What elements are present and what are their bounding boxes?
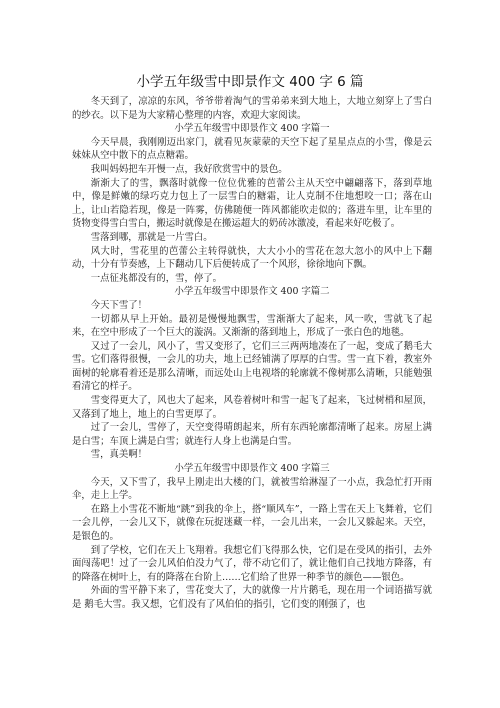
section-heading: 小学五年级雪中即景作文 400 字篇二 (174, 286, 330, 298)
paragraph: 一切都从早上开始。最初是慢慢地飘雪，雪渐渐大了起来，风一吹，雪就飞了起来，在空中形成了一个巨大的漩涡。又渐渐的落到地上，形成了一张白色的地毯。 (72, 313, 432, 339)
paragraph: 今天早晨，我刚刚迈出家门，就看见灰蒙蒙的天空下起了星星点点的小雪，像是云妹妹从空中散下的点点糖霜。 (72, 136, 432, 162)
paragraph: 渐渐大了的雪，飘落时就像一位位优雅的芭蕾公主从天空中翩翩落下，落到草地中，像是鲜嫩的绿巧克力包上了一层雪白的糖霜，让人克制不住地想咬一口；落在山上，让山若隐若现，像是一阵雾，仿佛随便一阵风都能吹走似的；落进车里，让车里的货物变得雪白雪白，搬运时就像是在搬运超大的奶砖冰激凌，看起来好吃极了。 (72, 177, 432, 230)
paragraph: 今天下雪了！ (90, 299, 148, 311)
paragraph: 又过了一会儿，风小了，雪又变形了，它们三三两两地凑在了一起，变成了鹅毛大雪。它们落得很慢，一会儿的功夫，地上已经铺满了厚厚的白雪。雪一直下着，教室外面树的轮廓看着还是那么清晰，而远处山上电视塔的轮廓就不像树那么清晰，只能勉强看清它的样子。 (72, 340, 432, 393)
paragraph: 雪落到哪，那就是一片雪白。 (90, 231, 213, 243)
paragraph: 雪，真美啊！ (90, 449, 148, 461)
section-heading: 小学五年级雪中即景作文 400 字篇三 (174, 463, 330, 475)
paragraph: 过了一会儿，雪停了，天空变得晴朗起来，所有东西轮廓都清晰了起来。房屋上满是白雪；车顶上满是白雪；就连行人身上也满是白雪。 (72, 422, 432, 447)
paragraph: 一点征兆都没有的，雪，停了。 (90, 272, 223, 284)
paragraph: 今天，又下雪了，我早上刚走出大楼的门，就被雪给淋湿了一小点，我急忙打开雨伞，走上上学。 (72, 476, 432, 502)
paragraph: 外面的雪平静下来了，雪花变大了，大的就像一片片鹅毛，现在用一个词语描写就是 鹅毛大雪。我又想，它们没有了风伯伯的指引，它们变的刚强了，也 (72, 585, 432, 610)
paragraph: 风大时，雪花里的芭蕾公主转得就快，大大小小的雪花在忽大忽小的风中上下翻动，十分有节奏感，上下翻动几下后便转成了一个风形，徐徐地向下飘。 (72, 245, 432, 271)
document-body (72, 95, 432, 612)
document-title: 小学五年级雪中即景作文 400 字 6 篇 (136, 74, 364, 90)
paragraph: 到了学校，它们在天上飞翔着。我想它们飞得那么快，它们是在受风的指引，去外面闯荡吧！过了一会儿风伯伯没力气了，带不动它们了，就让他们自己找地方降落，有的降落在树叶上，有的降落在台阶上……它们给了世界一种季节的颜色——银色。 (72, 544, 432, 583)
paragraph: 我叫妈妈把车开慢一点，我好欣赏雪中的景色。 (90, 163, 288, 175)
section-heading: 小学五年级雪中即景作文 400 字篇一 (174, 123, 330, 135)
paragraph: 在路上小雪花不断地“跳”到我的伞上，搭“顺风车”，一路上雪在天上飞舞着，它们一会儿停，一会儿又下，就像在玩捉迷藏一样，一会儿出来，一会儿又躲起来。天空，是银色的。 (72, 503, 432, 542)
paragraph: 冬天到了，凉凉的东风，爷爷带着淘气的雪弟弟来到大地上，大地立刻穿上了雪白的纱衣。以下是为大家精心整理的内容，欢迎大家阅读。 (72, 96, 432, 121)
paragraph: 雪变得更大了，风也大了起来，风卷着树叶和雪一起飞了起来，飞过树梢和屋顶，又落到了地上，地上的白雪更厚了。 (72, 395, 432, 420)
